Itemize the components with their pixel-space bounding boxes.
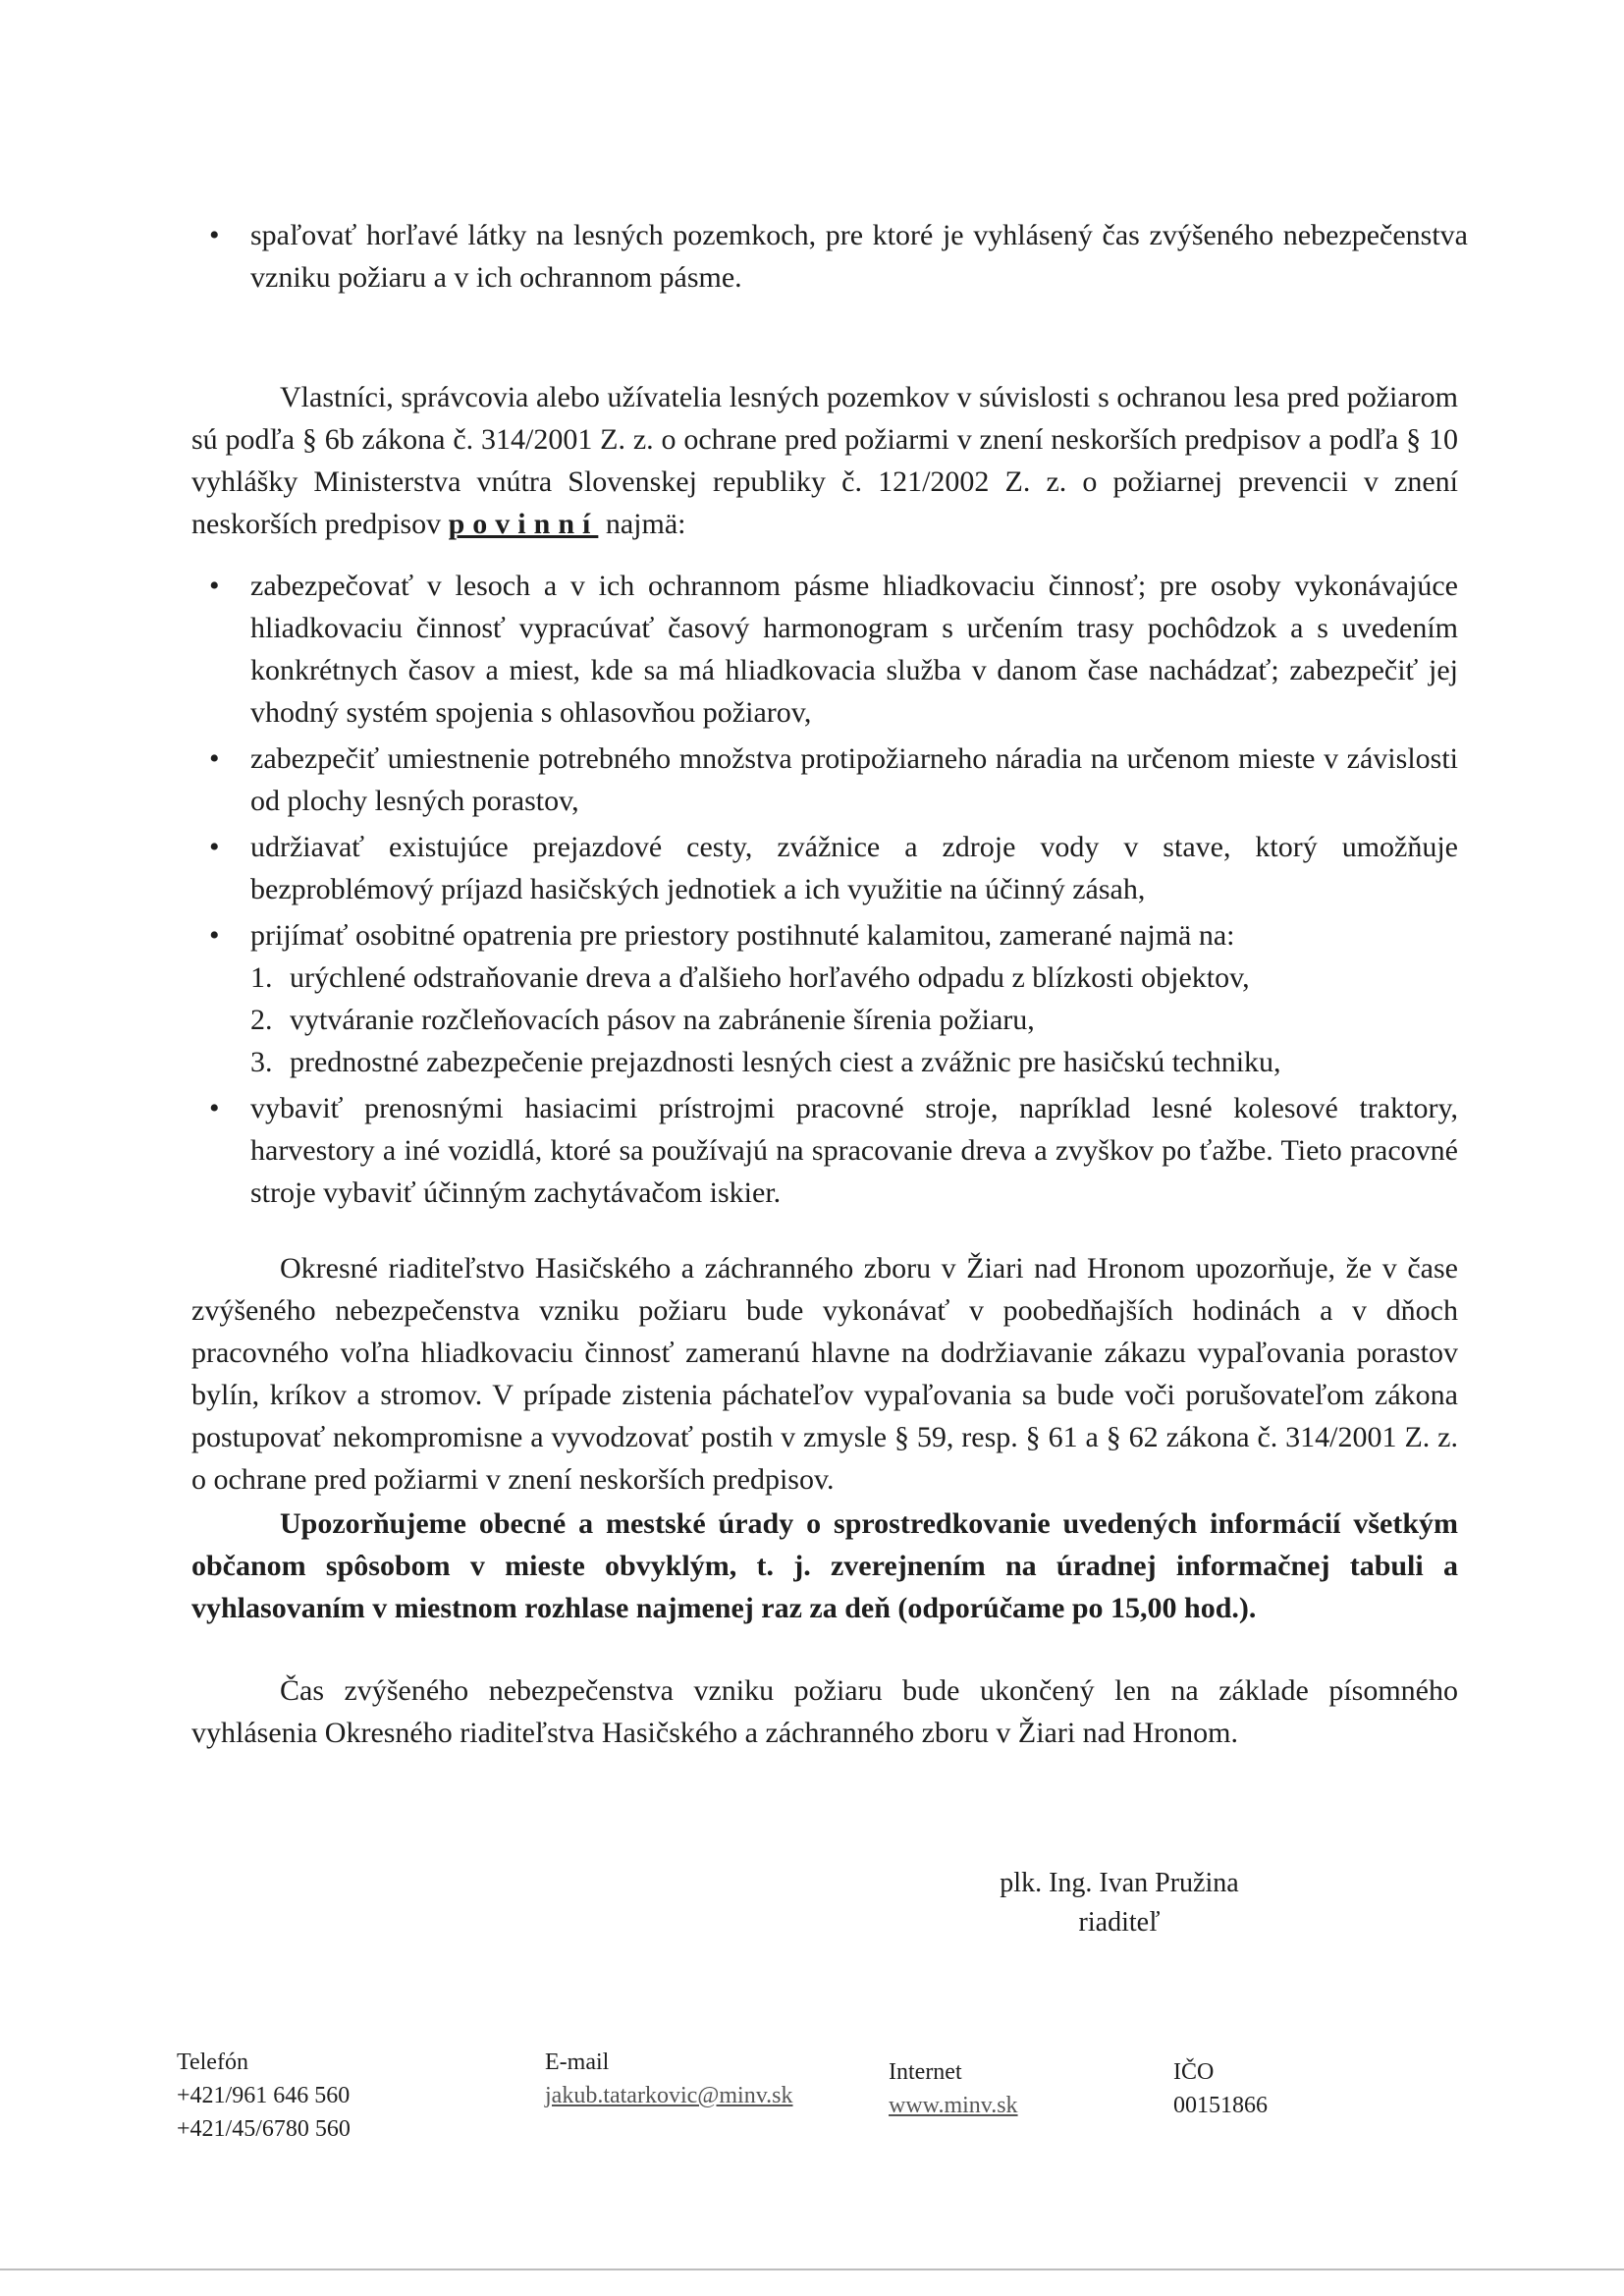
duty-text: zabezpečovať v lesoch a v ich ochrannom pásme hliadkovaciu činnosť; pre osoby vykonávajúce hliadkovaciu činnosť vypracúvať časový harmonogram s určením trasy pochôdzok a s uvedením konkrétnych časov a miest, kde sa má hliadkovacia služba v danom čase nachádzať; zabezpečiť jej vhodný systém spojenia s ohlasovňou požiarov, — [250, 570, 1458, 729]
paragraph1-after: najmä: — [605, 508, 686, 540]
prohibition-continuation — [191, 214, 1468, 302]
signatory-name: plk. Ing. Ivan Pružina — [1000, 1868, 1239, 1898]
internet-label: Internet — [889, 2059, 962, 2085]
item-text: vytváranie rozčleňovacích pásov na zabránenie šírenia požiaru, — [290, 1004, 1035, 1036]
top-item-text: spaľovať horľavé látky na lesných pozemkoch, pre ktoré je vyhlásený čas zvýšeného nebezpečenstva vzniku požiaru a v ich ochrannom pásme. — [250, 219, 1468, 294]
duty-text: udržiavať existujúce prejazdové cesty, zvážnice a zdroje vody v stave, ktorý umožňuje bezproblémový príjazd hasičských jednotiek a ich využitie na účinný zásah, — [250, 831, 1458, 905]
item-text: urýchlené odstraňovanie dreva a ďalšieho horľavého odpadu z blízkosti objektov, — [290, 961, 1250, 994]
website-link[interactable]: www.minv.sk — [889, 2093, 1018, 2118]
warning-paragraph — [191, 1247, 1458, 1501]
item-number: 2. — [250, 1004, 273, 1036]
ico-label: IČO — [1173, 2059, 1215, 2085]
footer-ico — [1173, 2055, 1268, 2122]
phone-number: +421/961 646 560 — [177, 2083, 351, 2108]
list-item — [191, 214, 1468, 299]
email-link[interactable]: jakub.tatarkovic@minv.sk — [545, 2083, 793, 2108]
duties-section — [191, 565, 1458, 1218]
paragraph-closing: Čas zvýšeného nebezpečenstva vzniku požiaru bude ukončený len na základe písomného vyhlásenia Okresného riaditeľstva Hasičského a záchranného zboru v Žiari nad Hronom. — [191, 1674, 1458, 1749]
emphasis-povinni: povinní — [448, 508, 599, 540]
phone-number: +421/45/6780 560 — [177, 2116, 351, 2142]
list-item — [191, 826, 1458, 910]
signatory-title: riaditeľ — [1078, 1907, 1161, 1938]
footer-phone — [177, 2046, 351, 2146]
paragraph-intro — [191, 376, 1458, 545]
footer-email — [545, 2046, 793, 2112]
email-label: E-mail — [545, 2050, 610, 2075]
numbered-item — [250, 957, 1458, 999]
top-bullet-list — [191, 214, 1468, 299]
list-item — [191, 1087, 1458, 1214]
duties-list — [191, 565, 1458, 1214]
numbered-item — [250, 1041, 1458, 1083]
paragraph1-text: Vlastníci, správcovia alebo užívatelia lesných pozemkov v súvislosti s ochranou lesa pred požiarom sú podľa § 6b zákona č. 314/2001 Z. z. o ochrane pred požiarmi v znení neskorších predpisov a podľa § 10 vyhlášky Ministerstva vnútra Slovenskej republiky č. 121/2002 Z. z. o požiarnej prevencii v znení neskorších predpisov — [191, 381, 1458, 540]
page-bottom-rule — [0, 2269, 1624, 2270]
signature-block — [972, 1864, 1267, 1942]
list-item — [191, 565, 1458, 734]
measures-numbered-list — [250, 957, 1458, 1083]
paragraph-notice: Upozorňujeme obecné a mestské úrady o sprostredkovanie uvedených informácií všetkým občanom spôsobom v mieste obvyklým, t. j. zverejnením na úradnej informačnej tabuli a vyhlasovaním v miestnom rozhlase najmenej raz za deň (odporúčame po 15,00 hod.). — [191, 1507, 1458, 1624]
list-item — [191, 914, 1458, 1083]
item-text: prednostné zabezpečenie prejazdnosti lesných ciest a zvážnic pre hasičskú techniku, — [290, 1046, 1281, 1078]
equip-text: vybaviť prenosnými hasiacimi prístrojmi pracovné stroje, napríklad lesné kolesové traktory, harvestory a iné vozidlá, ktoré sa používajú na spracovanie dreva a zvyškov po ťažbe. Tieto pracovné stroje vybaviť účinným zachytávačom iskier. — [250, 1092, 1458, 1209]
numbered-item — [250, 999, 1458, 1041]
phone-label: Telefón — [177, 2050, 248, 2075]
measures-intro: • prijímať osobitné opatrenia pre priestory postihnuté kalamitou, zamerané najmä na: — [250, 919, 1235, 952]
closing-paragraph — [191, 1669, 1458, 1754]
ico-value: 00151866 — [1173, 2093, 1268, 2118]
item-number: 1. — [250, 961, 273, 994]
owners-duties-paragraph — [191, 376, 1458, 545]
duty-text: zabezpečiť umiestnenie potrebného množstva protipožiarneho náradia na určenom mieste v závislosti od plochy lesných porastov, — [250, 742, 1458, 817]
item-number: 3. — [250, 1046, 273, 1078]
footer-internet — [889, 2055, 1018, 2122]
paragraph-warning: Okresné riaditeľstvo Hasičského a záchranného zboru v Žiari nad Hronom upozorňuje, že v čase zvýšeného nebezpečenstva vzniku požiaru bude vykonávať v poobedňajších hodinách a v dňoch pracovného voľna hliadkovaciu činnosť zameranú hlavne na dodržiavanie zákazu vypaľovania porastov bylín, kríkov a stromov. V prípade zistenia páchateľov vypaľovania sa bude voči porušovateľom zákona postupovať nekompromisne a vyvodzovať postih v zmysle § 59, resp. § 61 a § 62 zákona č. 314/2001 Z. z. o ochrane pred požiarmi v znení neskorších predpisov. — [191, 1252, 1458, 1496]
notice-paragraph — [191, 1503, 1458, 1629]
list-item — [191, 738, 1458, 822]
